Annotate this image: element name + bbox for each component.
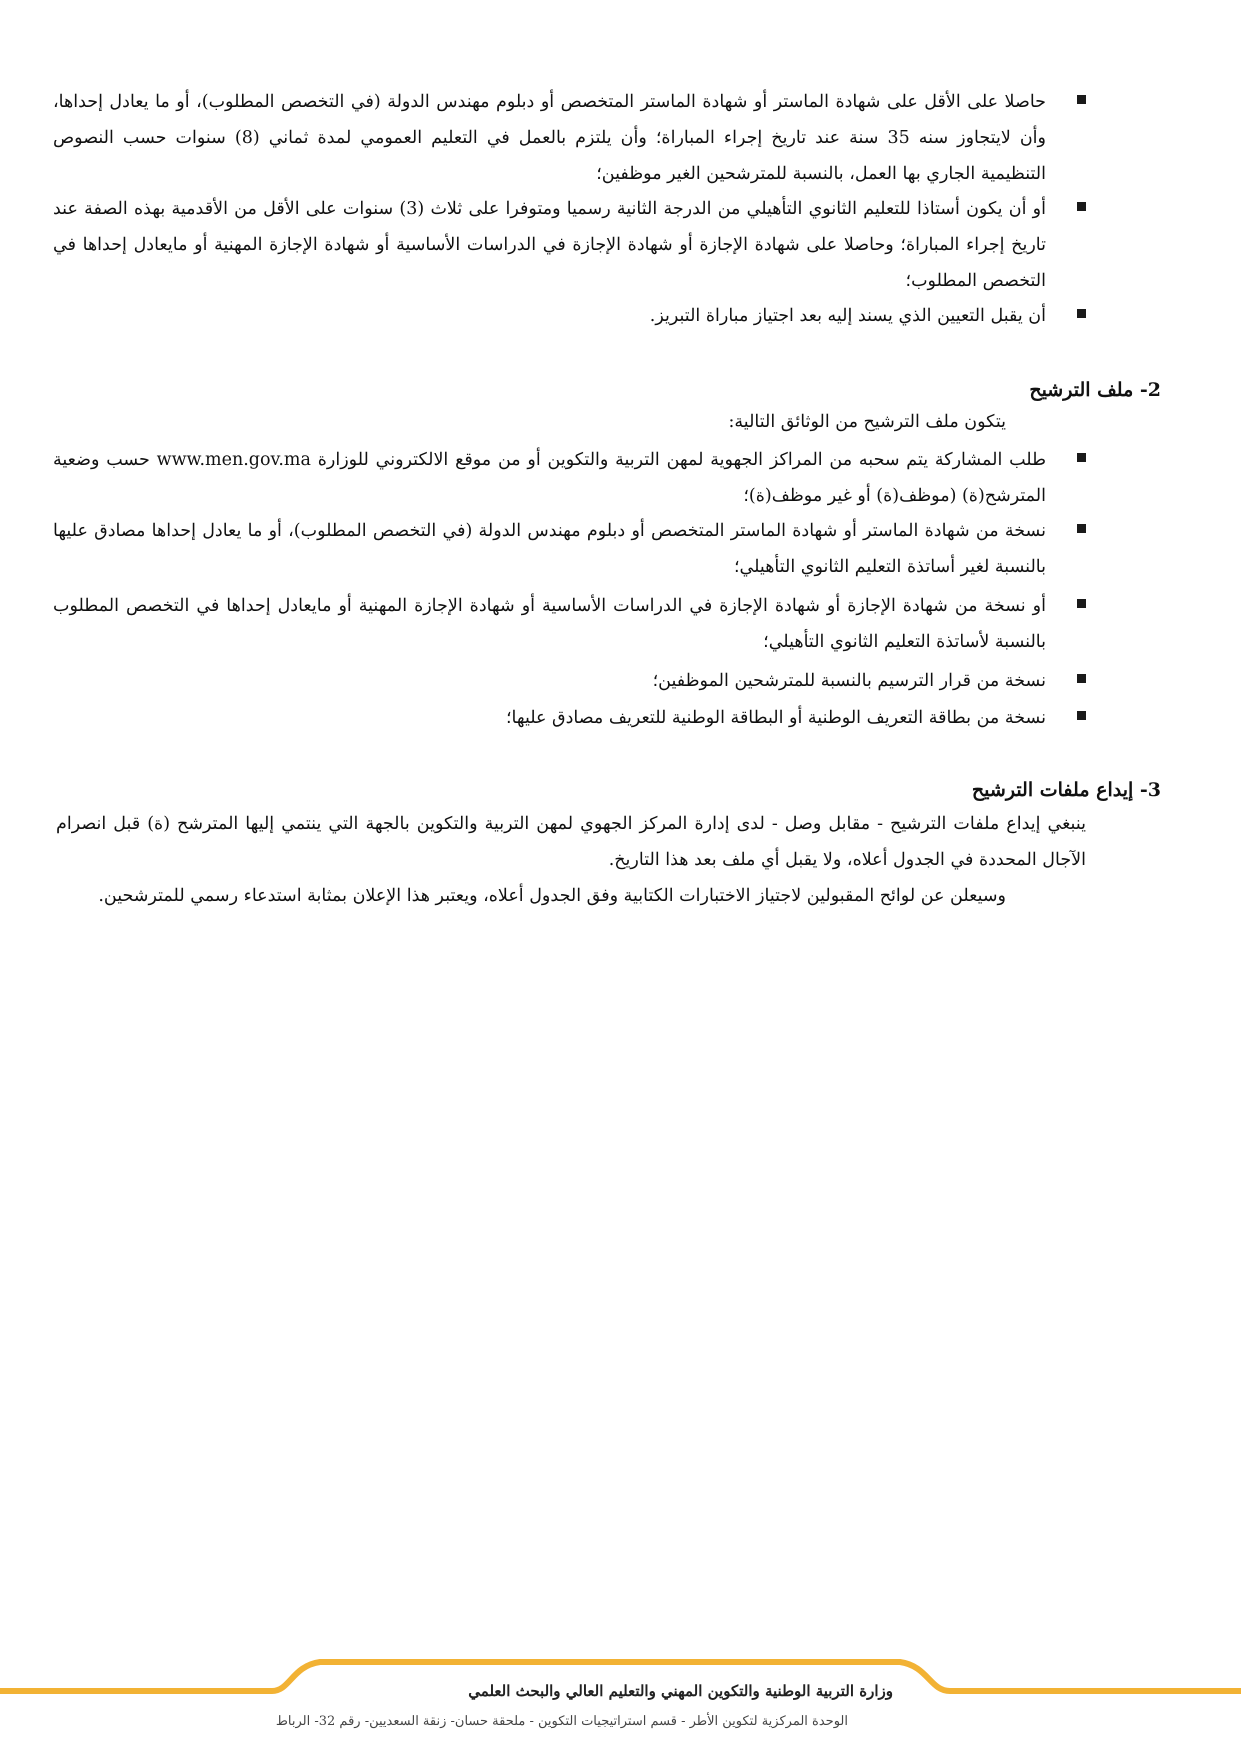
bullet-square-icon: [1077, 309, 1086, 318]
eligibility-item-2: أو أن يكون أستاذا للتعليم الثانوي التأهيلي من الدرجة الثانية رسميا ومتوفرا على ثلاث (3) سنوات على الأقل من الأقدمية بهذه الصفة عند تاريخ إجراء المباراة؛ وحاصلا على شهادة الإجازة أو شهادة الإجازة في الدراسات الأساسية أو شهادة الإجازة المهنية أو مايعادل إحداها في التخصص المطلوب؛: [53, 191, 1046, 299]
document-item-5: نسخة من بطاقة التعريف الوطنية أو البطاقة الوطنية للتعريف مصادق عليها؛: [53, 700, 1046, 736]
document-item-2: نسخة من شهادة الماستر أو شهادة الماستر المتخصص أو دبلوم مهندس الدولة (في التخصص المطلوب)، أو ما يعادل إحداها مصادق عليها بالنسبة لغير أساتذة التعليم الثانوي التأهيلي؛: [53, 513, 1046, 585]
section-3-heading: 3- إيداع ملفات الترشيح: [971, 779, 1161, 801]
document-item-3: أو نسخة من شهادة الإجازة أو شهادة الإجازة في الدراسات الأساسية أو شهادة الإجازة المهنية أو مايعادل إحداها في التخصص المطلوب بالنسبة لأساتذة التعليم الثانوي التأهيلي؛: [53, 588, 1046, 660]
bullet-square-icon: [1077, 453, 1086, 462]
bullet-square-icon: [1077, 202, 1086, 211]
section-3-paragraph-1: ينبغي إيداع ملفات الترشيح - مقابل وصل - لدى إدارة المركز الجهوي لمهن التربية والتكوين بالجهة التي ينتمي إليها المترشح (ة) قبل انصرام الآجال المحددة في الجدول أعلاه، ولا يقبل أي ملف بعد هذا التاريخ.: [56, 814, 1086, 870]
bullet-square-icon: [1077, 599, 1086, 608]
eligibility-item-1: حاصلا على الأقل على شهادة الماستر أو شهادة الماستر المتخصص أو دبلوم مهندس الدولة (في التخصص المطلوب)، أو ما يعادل إحداها، وأن لايتجاوز سنه 35 سنة عند تاريخ إجراء المباراة؛ وأن يلتزم بالعمل في التعليم العمومي لمدة ثماني (8) سنوات حسب النصوص التنظيمية الجاري بها العمل، بالنسبة للمترشحين الغير موظفين؛: [53, 84, 1046, 192]
section-3-paragraph-2: وسيعلن عن لوائح المقبولين لاجتياز الاختبارات الكتابية وفق الجدول أعلاه، ويعتبر هذا الإعلان بمثابة استدعاء رسمي للمترشحين.: [98, 886, 1006, 906]
footer-address: الوحدة المركزية لتكوين الأطر - قسم استراتيجيات التكوين - ملحقة حسان- زنقة السعديين- رقم 32- الرباط: [275, 1714, 848, 1729]
bullet-square-icon: [1077, 95, 1086, 104]
bullet-square-icon: [1077, 674, 1086, 683]
section-2-intro: يتكون ملف الترشيح من الوثائق التالية:: [728, 412, 1006, 432]
bullet-square-icon: [1077, 711, 1086, 720]
document-item-4: نسخة من قرار الترسيم بالنسبة للمترشحين الموظفين؛: [53, 663, 1046, 699]
bullet-square-icon: [1077, 524, 1086, 533]
footer-ministry-name: وزارة التربية الوطنية والتكوين المهني والتعليم العالي والبحث العلمي: [468, 1682, 893, 1700]
page-footer: [0, 1638, 1241, 1754]
eligibility-item-3: أن يقبل التعيين الذي يسند إليه بعد اجتياز مباراة التبريز.: [53, 298, 1046, 334]
document-item-1: طلب المشاركة يتم سحبه من المراكز الجهوية لمهن التربية والتكوين أو من موقع الالكتروني للوزارة www.men.gov.ma حسب وضعية المترشح(ة) (موظف(ة) أو غير موظف(ة)؛: [53, 442, 1046, 514]
section-2-heading: 2- ملف الترشيح: [1029, 379, 1161, 401]
